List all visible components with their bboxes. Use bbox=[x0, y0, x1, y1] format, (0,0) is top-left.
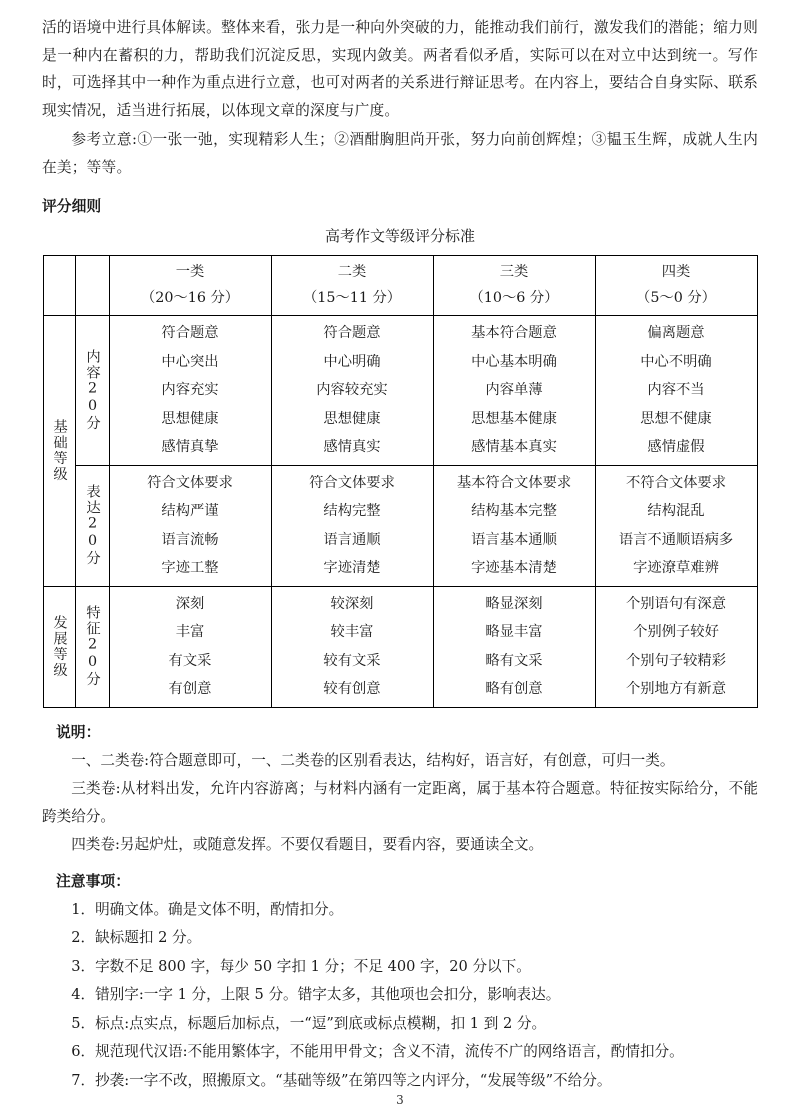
cell-line: 不符合文体要求 bbox=[625, 474, 727, 491]
attention-title: 注意事项： bbox=[56, 872, 130, 890]
table-cell bbox=[595, 586, 757, 707]
table-row bbox=[43, 465, 757, 586]
row-label: 表达20分 bbox=[75, 465, 109, 586]
attention-item: 5．标点:点实点，标题后加标点，一“逗”到底或标点模糊，扣 1 到 2 分。 bbox=[71, 1014, 547, 1032]
cell-line: 丰富 bbox=[175, 624, 205, 640]
cell-line: 个别句子较精彩 bbox=[625, 652, 727, 669]
column-header-name: 三类 bbox=[499, 264, 529, 280]
cell-line: 结构完整 bbox=[323, 503, 381, 519]
cell-line: 个别地方有新意 bbox=[625, 681, 727, 697]
table-cell bbox=[109, 586, 271, 707]
table-cell bbox=[433, 316, 595, 466]
attention-item: 7．抄袭:一字不改，照搬原文。“基础等级”在第四等之内评分，“发展等级”不给分。 bbox=[71, 1071, 612, 1089]
table-cell bbox=[271, 316, 433, 466]
cell-line: 思想基本健康 bbox=[471, 410, 557, 427]
cell-line: 字迹潦草难辨 bbox=[633, 560, 719, 576]
table-corner-cell bbox=[43, 256, 75, 316]
cell-line: 有文采 bbox=[168, 652, 212, 669]
cell-line: 内容较充实 bbox=[316, 382, 388, 398]
attention-item: 1．明确文体。确是文体不明，酌情扣分。 bbox=[71, 900, 344, 918]
cell-line: 字迹工整 bbox=[161, 560, 219, 576]
attention-item: 3．字数不足 800 字，每少 50 字扣 1 分；不足 400 字，20 分以下。 bbox=[71, 957, 531, 975]
table-cell bbox=[271, 465, 433, 586]
body-paragraph: 活的语境中进行具体解读。整体来看，张力是一种向外突破的力，能推动我们前行，激发我们的潜能；缩力则是一种内在蓄积的力，帮助我们沉淀反思，实现内敛美。两者看似矛盾，实际可以在对立中达到统一。写作时，可选择其中一种作为重点进行立意，也可对两者的关系进行辩证思考。在内容上，要结合自身实际、联系现实情况，适当进行拓展，以体现文章的深度与广度。 bbox=[42, 19, 758, 119]
cell-line: 感情真实 bbox=[323, 439, 381, 455]
row-label: 特征20分 bbox=[75, 586, 109, 707]
grading-standard-table bbox=[43, 255, 758, 708]
cell-line: 内容充实 bbox=[161, 382, 219, 398]
cell-line: 深刻 bbox=[175, 595, 205, 612]
cell-line: 感情基本真实 bbox=[471, 439, 557, 455]
cell-line: 字迹基本清楚 bbox=[471, 560, 557, 576]
row-group-label: 基础等级 bbox=[43, 316, 75, 587]
column-header-cell bbox=[595, 256, 757, 316]
cell-line: 语言流畅 bbox=[161, 531, 219, 548]
cell-line: 略有文采 bbox=[485, 652, 543, 669]
cell-line: 感情虚假 bbox=[647, 439, 705, 455]
table-cell bbox=[109, 316, 271, 466]
explanation-item: 三类卷:从材料出发，允许内容游离；与材料内涵有一定距离，属于基本符合题意。特征按实际给分，不能跨类给分。 bbox=[42, 780, 758, 825]
cell-line: 个别例子较好 bbox=[633, 624, 719, 640]
column-header-name: 四类 bbox=[661, 264, 691, 280]
table-cell bbox=[595, 316, 757, 466]
cell-line: 较有创意 bbox=[323, 681, 381, 697]
page-number: 3 bbox=[396, 1093, 404, 1107]
cell-line: 较有文采 bbox=[323, 652, 381, 669]
cell-line: 语言通顺 bbox=[323, 531, 381, 548]
explanation-item: 四类卷:另起炉灶，或随意发挥。不要仅看题目，要看内容，要通读全文。 bbox=[71, 836, 544, 853]
explanation-item: 一、二类卷:符合题意即可，一、二类卷的区别看表达，结构好，语言好，有创意，可归一类。 bbox=[71, 751, 675, 769]
cell-line: 内容单薄 bbox=[485, 382, 543, 398]
table-cell bbox=[433, 586, 595, 707]
table-cell bbox=[109, 465, 271, 586]
cell-line: 有创意 bbox=[168, 681, 212, 697]
cell-line: 中心明确 bbox=[323, 353, 381, 370]
column-header-name: 一类 bbox=[175, 264, 205, 280]
table-cell bbox=[433, 465, 595, 586]
cell-line: 结构基本完整 bbox=[471, 503, 557, 519]
cell-line: 思想健康 bbox=[323, 410, 381, 427]
table-cell bbox=[595, 465, 757, 586]
cell-line: 较丰富 bbox=[330, 624, 374, 640]
explanation-title: 说明： bbox=[56, 723, 101, 741]
cell-line: 基本符合题意 bbox=[471, 325, 557, 341]
cell-line: 内容不当 bbox=[647, 382, 705, 398]
cell-line: 符合文体要求 bbox=[309, 474, 395, 491]
attention-item: 2．缺标题扣 2 分。 bbox=[71, 929, 202, 946]
column-header-cell bbox=[271, 256, 433, 316]
column-header-range: （10～6 分） bbox=[469, 290, 559, 306]
column-header-range: （20～16 分） bbox=[140, 290, 240, 306]
table-corner-cell bbox=[75, 256, 109, 316]
table-row bbox=[43, 316, 757, 466]
column-header-cell bbox=[109, 256, 271, 316]
cell-line: 语言不通顺语病多 bbox=[618, 531, 734, 548]
cell-line: 结构严谨 bbox=[161, 503, 219, 519]
section-title: 评分细则 bbox=[42, 198, 102, 215]
column-header-range: （5～0 分） bbox=[636, 290, 716, 306]
attention-item: 4．错别字:一字 1 分，上限 5 分。错字太多，其他项也会扣分，影响表达。 bbox=[71, 986, 561, 1003]
row-group-label: 发展等级 bbox=[43, 586, 75, 707]
cell-line: 符合题意 bbox=[161, 325, 219, 341]
table-row bbox=[43, 586, 757, 707]
cell-line: 基本符合文体要求 bbox=[456, 474, 572, 491]
cell-line: 符合题意 bbox=[323, 325, 381, 341]
cell-line: 字迹清楚 bbox=[323, 560, 381, 576]
cell-line: 感情真挚 bbox=[161, 439, 219, 455]
table-title: 高考作文等级评分标准 bbox=[324, 227, 475, 245]
cell-line: 略显深刻 bbox=[485, 595, 543, 612]
cell-line: 结构混乱 bbox=[647, 503, 705, 519]
cell-line: 思想不健康 bbox=[640, 410, 712, 427]
table-header-row bbox=[43, 256, 757, 316]
cell-line: 略显丰富 bbox=[485, 624, 543, 640]
cell-line: 较深刻 bbox=[330, 595, 374, 612]
cell-line: 语言基本通顺 bbox=[471, 531, 557, 548]
cell-line: 中心基本明确 bbox=[471, 353, 557, 370]
column-header-range: （15～11 分） bbox=[302, 290, 402, 306]
cell-line: 个别语句有深意 bbox=[625, 595, 727, 612]
cell-line: 中心突出 bbox=[161, 353, 219, 370]
table-cell bbox=[271, 586, 433, 707]
cell-line: 思想健康 bbox=[161, 410, 219, 427]
cell-line: 符合文体要求 bbox=[147, 474, 233, 491]
cell-line: 略有创意 bbox=[485, 681, 543, 697]
cell-line: 中心不明确 bbox=[640, 353, 712, 370]
column-header-name: 二类 bbox=[337, 264, 367, 280]
column-header-cell bbox=[433, 256, 595, 316]
body-paragraph: 参考立意:①一张一弛，实现精彩人生；②酒酣胸胆尚开张，努力向前创辉煌；③韫玉生辉，成就人生内在美；等等。 bbox=[42, 131, 758, 176]
attention-item: 6．规范现代汉语:不能用繁体字，不能用甲骨文；含义不清，流传不广的网络语言，酌情扣分。 bbox=[71, 1043, 684, 1060]
row-label: 内容20分 bbox=[75, 316, 109, 466]
cell-line: 偏离题意 bbox=[647, 325, 705, 341]
